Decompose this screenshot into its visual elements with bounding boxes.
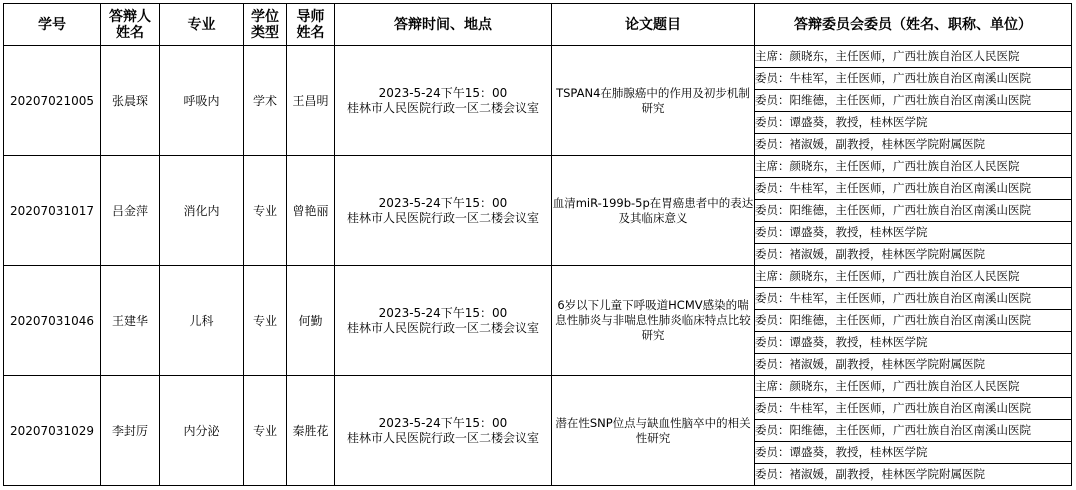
defense-time: 2023-5-24下午15：00 bbox=[378, 415, 508, 430]
committee-member-cell: 委员：牛桂军，主任医师，广西壮族自治区南溪山医院 bbox=[755, 288, 1072, 310]
committee-member-cell: 委员：牛桂军，主任医师，广西壮族自治区南溪山医院 bbox=[755, 178, 1072, 200]
table-body bbox=[4, 46, 1072, 486]
table-row bbox=[4, 266, 1072, 288]
student-id-cell: 20207031017 bbox=[4, 156, 101, 266]
header-committee: 答辩委员会委员（姓名、职称、单位） bbox=[755, 4, 1072, 46]
committee-member-cell: 主席：颜晓东，主任医师，广西壮族自治区人民医院 bbox=[755, 266, 1072, 288]
thesis-title-cell: 潜在性SNP位点与缺血性脑卒中的相关性研究 bbox=[552, 376, 755, 486]
defense-time: 2023-5-24下午15：00 bbox=[378, 195, 508, 210]
committee-member-cell: 委员：谭盛葵，教授，桂林医学院 bbox=[755, 442, 1072, 464]
student-id-cell: 20207031046 bbox=[4, 266, 101, 376]
student-id-cell: 20207031029 bbox=[4, 376, 101, 486]
candidate-name-cell: 吕金萍 bbox=[101, 156, 160, 266]
thesis-title-cell: 6岁以下儿童下呼吸道HCMV感染的喘息性肺炎与非喘息性肺炎临床特点比较研究 bbox=[552, 266, 755, 376]
header-candidate-name-text: 答辩人姓名 bbox=[109, 8, 151, 41]
committee-member-cell: 委员：阳维德，主任医师，广西壮族自治区南溪山医院 bbox=[755, 200, 1072, 222]
committee-member-cell: 委员：牛桂军，主任医师，广西壮族自治区南溪山医院 bbox=[755, 398, 1072, 420]
advisor-cell: 曾艳丽 bbox=[287, 156, 335, 266]
committee-member-cell: 委员：褚淑媛，副教授，桂林医学院附属医院 bbox=[755, 244, 1072, 266]
header-degree-type bbox=[244, 4, 287, 46]
committee-member-cell: 委员：牛桂军，主任医师，广西壮族自治区南溪山医院 bbox=[755, 68, 1072, 90]
defense-place: 桂林市人民医院行政一区二楼会议室 bbox=[346, 100, 539, 115]
committee-member-cell: 委员：褚淑媛，副教授，桂林医学院附属医院 bbox=[755, 464, 1072, 486]
committee-member-cell: 主席：颜晓东，主任医师，广西壮族自治区人民医院 bbox=[755, 376, 1072, 398]
committee-member-cell: 委员：阳维德，主任医师，广西壮族自治区南溪山医院 bbox=[755, 420, 1072, 442]
committee-member-cell: 主席：颜晓东，主任医师，广西壮族自治区人民医院 bbox=[755, 156, 1072, 178]
committee-member-cell: 委员：谭盛葵，教授，桂林医学院 bbox=[755, 222, 1072, 244]
header-advisor-name-text: 导师姓名 bbox=[296, 8, 325, 41]
defense-place: 桂林市人民医院行政一区二楼会议室 bbox=[346, 320, 539, 335]
candidate-name-cell: 李封厉 bbox=[101, 376, 160, 486]
header-degree-type-text: 学位类型 bbox=[251, 8, 279, 41]
committee-member-cell: 委员：谭盛葵，教授，桂林医学院 bbox=[755, 112, 1072, 134]
header-row bbox=[4, 4, 1072, 46]
thesis-title-cell: TSPAN4在肺腺癌中的作用及初步机制研究 bbox=[552, 46, 755, 156]
time-place-cell bbox=[335, 156, 552, 266]
major-cell: 内分泌 bbox=[160, 376, 244, 486]
committee-member-cell: 委员：阳维德，主任医师，广西壮族自治区南溪山医院 bbox=[755, 90, 1072, 112]
defense-schedule-table bbox=[3, 3, 1072, 486]
header-thesis-title: 论文题目 bbox=[552, 4, 755, 46]
degree-type-cell: 学术 bbox=[244, 46, 287, 156]
degree-type-cell: 专业 bbox=[244, 156, 287, 266]
header-advisor-name bbox=[287, 4, 335, 46]
time-place-cell bbox=[335, 46, 552, 156]
header-time-place: 答辩时间、地点 bbox=[335, 4, 552, 46]
committee-member-cell: 委员：谭盛葵，教授，桂林医学院 bbox=[755, 332, 1072, 354]
degree-type-cell: 专业 bbox=[244, 266, 287, 376]
advisor-cell: 何勤 bbox=[287, 266, 335, 376]
thesis-title-cell: 血清miR-199b-5p在胃癌患者中的表达及其临床意义 bbox=[552, 156, 755, 266]
header-candidate-name bbox=[101, 4, 160, 46]
committee-member-cell: 主席：颜晓东，主任医师，广西壮族自治区人民医院 bbox=[755, 46, 1072, 68]
header-student-id: 学号 bbox=[4, 4, 101, 46]
time-place-cell bbox=[335, 376, 552, 486]
defense-time: 2023-5-24下午15：00 bbox=[378, 85, 508, 100]
defense-place: 桂林市人民医院行政一区二楼会议室 bbox=[346, 210, 539, 225]
table-row bbox=[4, 376, 1072, 398]
candidate-name-cell: 张晨琛 bbox=[101, 46, 160, 156]
defense-time: 2023-5-24下午15：00 bbox=[378, 305, 508, 320]
major-cell: 消化内 bbox=[160, 156, 244, 266]
committee-member-cell: 委员：阳维德，主任医师，广西壮族自治区南溪山医院 bbox=[755, 310, 1072, 332]
advisor-cell: 王昌明 bbox=[287, 46, 335, 156]
advisor-cell: 秦胜花 bbox=[287, 376, 335, 486]
student-id-cell: 20207021005 bbox=[4, 46, 101, 156]
header-major: 专业 bbox=[160, 4, 244, 46]
committee-member-cell: 委员：褚淑媛，副教授，桂林医学院附属医院 bbox=[755, 134, 1072, 156]
degree-type-cell: 专业 bbox=[244, 376, 287, 486]
committee-member-cell: 委员：褚淑媛，副教授，桂林医学院附属医院 bbox=[755, 354, 1072, 376]
time-place-cell bbox=[335, 266, 552, 376]
major-cell: 呼吸内 bbox=[160, 46, 244, 156]
table-row bbox=[4, 46, 1072, 68]
candidate-name-cell: 王建华 bbox=[101, 266, 160, 376]
major-cell: 儿科 bbox=[160, 266, 244, 376]
table-row bbox=[4, 156, 1072, 178]
defense-place: 桂林市人民医院行政一区二楼会议室 bbox=[346, 430, 539, 445]
